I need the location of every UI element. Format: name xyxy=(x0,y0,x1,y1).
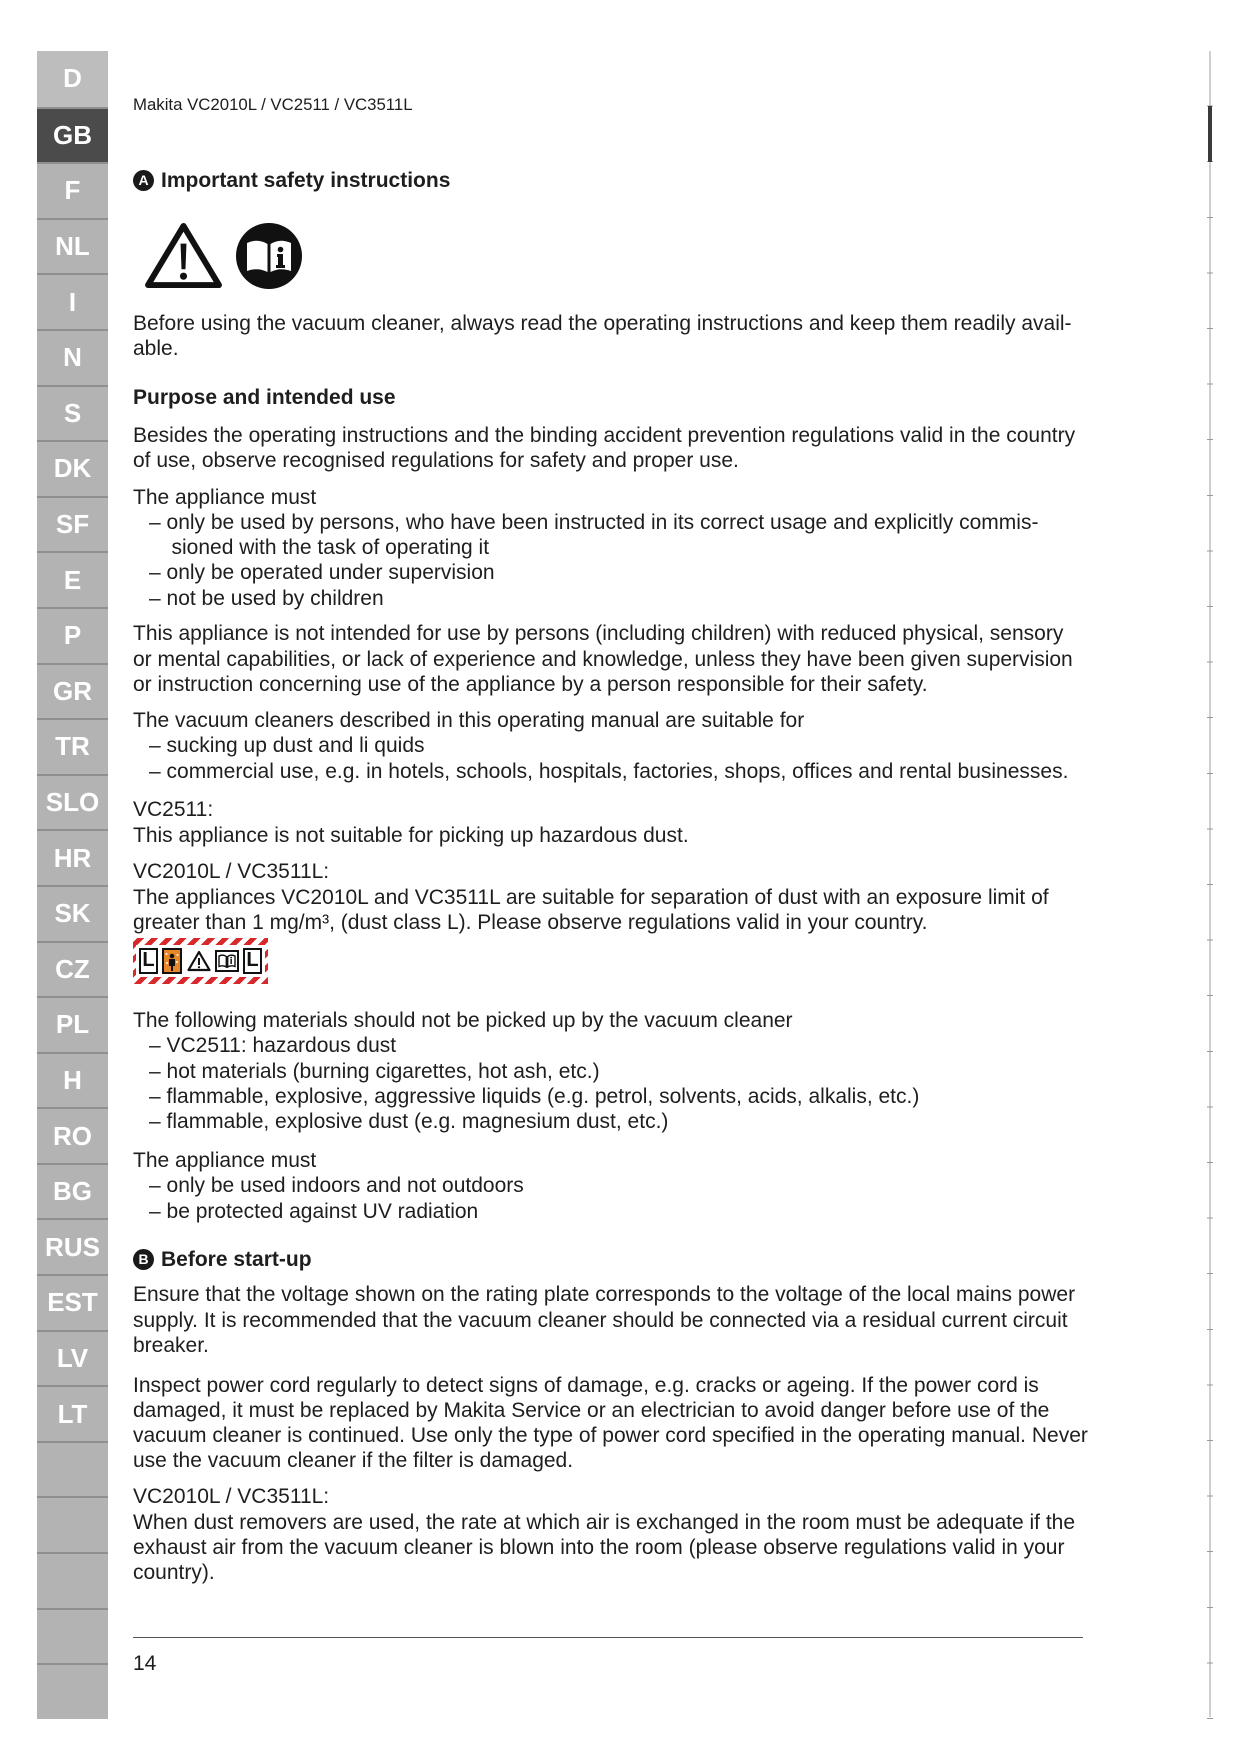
dust-class-l-label xyxy=(133,938,268,984)
read-manual-icon xyxy=(235,222,303,290)
language-tab-label: F xyxy=(64,175,81,206)
language-tab-d xyxy=(37,51,108,107)
language-tab-label: N xyxy=(63,342,82,373)
section-marker-b: B xyxy=(133,1249,154,1270)
list-lead: The appliance must xyxy=(133,1149,317,1173)
read-manual-icon xyxy=(215,950,239,972)
list-item: – only be operated under supervision xyxy=(149,561,495,585)
dust-remover-note xyxy=(133,1484,1075,1585)
language-tab-label: RO xyxy=(53,1120,92,1151)
model-heading: VC2010L / VC3511L: xyxy=(133,1485,330,1509)
paragraph-line: This appliance is not intended for use by persons (including children) with reduced physical, sensory xyxy=(133,622,1064,646)
language-tab-label: GR xyxy=(53,675,92,706)
language-tab-label: DK xyxy=(53,453,92,484)
section-marker-a: A xyxy=(133,170,154,191)
language-tab-dk xyxy=(37,440,108,496)
voltage-paragraph xyxy=(133,1282,1075,1358)
paragraph-line: able. xyxy=(133,337,179,361)
language-tab-h xyxy=(37,1052,108,1108)
paragraph-line: Besides the operating instructions and the binding accident prevention regulations valid in the country xyxy=(133,423,1076,447)
paragraph-line: or instruction concerning use of the appliance by a person responsible for their safety. xyxy=(133,672,928,696)
purpose-heading: Purpose and intended use xyxy=(133,385,396,409)
language-tab-empty xyxy=(37,1441,108,1497)
paragraph-line: Ensure that the voltage shown on the rating plate corresponds to the voltage of the local mains power xyxy=(133,1283,1076,1307)
paragraph-line: vacuum cleaner is continued. Use only the type of power cord specified in the operating manual. Never xyxy=(133,1424,1088,1447)
list-item: – sucking up dust and li quids xyxy=(149,734,425,758)
language-tab-label: PL xyxy=(55,1009,90,1040)
paragraph-line: supply. It is recommended that the vacuum cleaner should be connected via a residual current circuit xyxy=(133,1308,1068,1332)
list-item: – commercial use, e.g. in hotels, schools, hospitals, factories, shops, offices and rental businesses. xyxy=(149,759,1069,783)
purpose-paragraph xyxy=(133,423,1075,473)
list-item: – flammable, explosive, aggressive liquids (e.g. petrol, solvents, acids, alkalis, etc.) xyxy=(149,1084,920,1108)
language-tab-f xyxy=(37,162,108,218)
language-tab-lt xyxy=(37,1385,108,1441)
list-item: – be protected against UV radiation xyxy=(149,1199,479,1223)
language-tab-label: HR xyxy=(53,842,92,873)
list-item: – not be used by children xyxy=(149,586,384,610)
vc2511-note xyxy=(133,797,689,847)
language-tab-est xyxy=(37,1274,108,1330)
paragraph-line: When dust removers are used, the rate at which air is exchanged in the room must be adequate if the xyxy=(133,1510,1076,1534)
language-tab-label: LV xyxy=(56,1342,89,1373)
language-tab-e xyxy=(37,551,108,607)
section-title: Before start-up xyxy=(161,1248,312,1272)
language-tab-label: LT xyxy=(57,1398,88,1429)
paragraph-line: exhaust air from the vacuum cleaner is blown into the room (please observe regulations valid in your xyxy=(133,1535,1065,1559)
page-header: Makita VC2010L / VC2511 / VC3511L xyxy=(133,95,413,114)
language-tab-label: GB xyxy=(53,119,92,150)
language-tab-pl xyxy=(37,996,108,1052)
language-tab-label: P xyxy=(63,620,82,651)
language-tab-label: SK xyxy=(54,898,91,929)
paragraph-line: Inspect power cord regularly to detect signs of damage, e.g. cracks or ageing. If the power cord is xyxy=(133,1373,1039,1397)
list-item-continuation: sioned with the task of operating it xyxy=(171,536,490,560)
dust-class-letter: L xyxy=(243,948,262,974)
language-tab-gb xyxy=(37,107,108,163)
paragraph-line: damaged, it must be replaced by Makita Service or an electrician to avoid danger before use of the xyxy=(133,1398,1050,1422)
language-tab-sf xyxy=(37,496,108,552)
language-tab-sk xyxy=(37,885,108,941)
language-tab-slo xyxy=(37,774,108,830)
section-a-heading xyxy=(133,168,733,193)
language-tab-label: S xyxy=(63,397,82,428)
list-item: – hot materials (burning cigarettes, hot ash, etc.) xyxy=(149,1059,600,1083)
appliance-must-indoor-list xyxy=(133,1148,524,1224)
language-tab-label: BG xyxy=(53,1176,92,1207)
language-tab-i xyxy=(37,273,108,329)
language-tab-ro xyxy=(37,1107,108,1163)
language-tab-label: SF xyxy=(55,509,90,540)
model-heading: VC2010L / VC3511L: xyxy=(133,860,330,884)
power-cord-paragraph xyxy=(133,1373,1088,1474)
language-tab-empty xyxy=(37,1608,108,1664)
appliance-must-list xyxy=(133,485,1038,611)
language-tab-tr xyxy=(37,718,108,774)
language-sidebar xyxy=(37,51,108,1719)
right-margin-tick-marks xyxy=(1207,51,1213,1719)
language-tab-label: RUS xyxy=(45,1231,100,1262)
language-tab-label: E xyxy=(63,564,82,595)
list-lead: The vacuum cleaners described in this operating manual are suitable for xyxy=(133,709,805,733)
list-item: – only be used indoors and not outdoors xyxy=(149,1174,524,1198)
list-item: – VC2511: hazardous dust xyxy=(149,1034,397,1058)
section-b-heading xyxy=(133,1247,733,1272)
language-tab-empty xyxy=(37,1496,108,1552)
language-tab-bg xyxy=(37,1163,108,1219)
language-tab-label: NL xyxy=(55,231,90,262)
dust-hazard-icon xyxy=(162,948,182,974)
paragraph-line: Before using the vacuum cleaner, always read the operating instructions and keep them readily avail- xyxy=(133,312,1072,335)
list-lead: The following materials should not be picked up by the vacuum cleaner xyxy=(133,1009,793,1033)
suitable-for-list xyxy=(133,708,1068,784)
language-tab-empty xyxy=(37,1552,108,1608)
language-tab-s xyxy=(37,385,108,441)
language-tab-empty xyxy=(37,1663,108,1719)
page-number: 14 xyxy=(133,1652,157,1675)
not-to-pick-up-list xyxy=(133,1008,919,1134)
vc2010l-vc3511l-note xyxy=(133,859,1049,935)
language-tab-label: H xyxy=(63,1064,82,1095)
language-tab-nl xyxy=(37,218,108,274)
paragraph-line: or mental capabilities, or lack of experience and knowledge, unless they have been given supervision xyxy=(133,647,1073,671)
paragraph-line: use the vacuum cleaner if the filter is damaged. xyxy=(133,1449,574,1473)
paragraph-line: country). xyxy=(133,1560,215,1584)
list-lead: The appliance must xyxy=(133,485,317,509)
list-item: – only be used by persons, who have been instructed in its correct usage and explicitly commis- xyxy=(149,511,1039,534)
language-tab-label: TR xyxy=(55,731,90,762)
model-heading: VC2511: xyxy=(133,798,214,822)
right-margin-active-marker xyxy=(1208,106,1212,162)
language-tab-hr xyxy=(37,829,108,885)
language-tab-label: SLO xyxy=(45,787,100,818)
language-tab-label: I xyxy=(68,286,77,317)
language-tab-rus xyxy=(37,1218,108,1274)
language-tab-cz xyxy=(37,941,108,997)
dust-class-label-content xyxy=(136,945,265,977)
intro-paragraph xyxy=(133,311,1072,361)
warning-triangle-icon xyxy=(144,222,223,289)
paragraph-line: greater than 1 mg/m³, (dust class L). Please observe regulations valid in your country. xyxy=(133,910,928,934)
footer-rule xyxy=(133,1637,1083,1638)
not-intended-paragraph xyxy=(133,621,1073,697)
paragraph-line: This appliance is not suitable for picking up hazardous dust. xyxy=(133,823,689,847)
language-tab-gr xyxy=(37,663,108,719)
warning-icon xyxy=(187,950,211,972)
language-tab-label: EST xyxy=(47,1287,98,1318)
language-tab-lv xyxy=(37,1330,108,1386)
list-item: – flammable, explosive dust (e.g. magnesium dust, etc.) xyxy=(149,1110,669,1133)
language-tab-label: CZ xyxy=(55,953,90,984)
language-tab-label: D xyxy=(63,63,82,94)
paragraph-line: breaker. xyxy=(133,1333,209,1357)
language-tab-p xyxy=(37,607,108,663)
language-tab-n xyxy=(37,329,108,385)
paragraph-line: of use, observe recognised regulations for safety and proper use. xyxy=(133,449,739,472)
dust-class-letter: L xyxy=(139,948,158,974)
paragraph-line: The appliances VC2010L and VC3511L are suitable for separation of dust with an exposure limit of xyxy=(133,885,1049,909)
section-title: Important safety instructions xyxy=(161,169,451,192)
